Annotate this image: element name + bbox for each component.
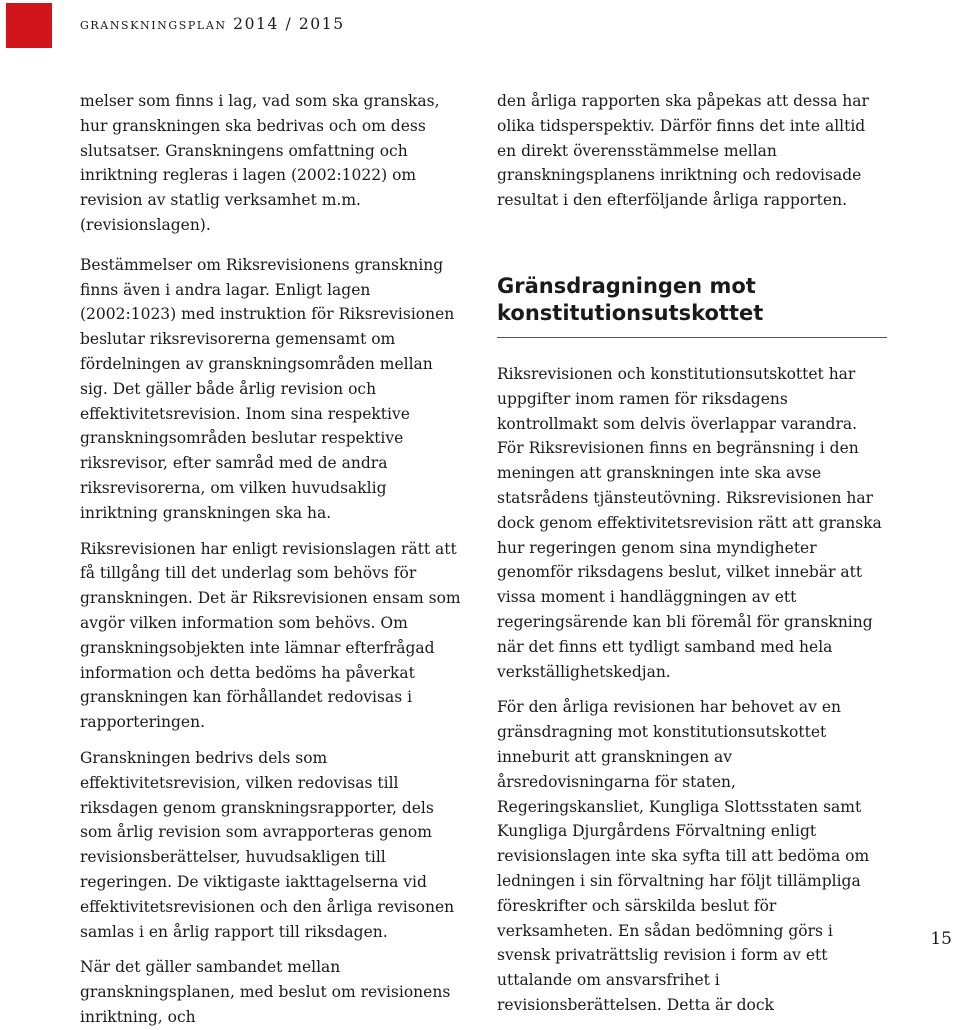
right-column	[497, 89, 887, 1018]
body-paragraph: För den årliga revisionen har behovet av en gränsdragning mot konstitutionsutskottet inneburit att granskningen av årsredovisningarna för staten, Regeringskansliet, Kungliga Slottsstaten samt Kungliga Djurgårdens Förvaltning enligt revisionslagen inte ska syfta till att bedöma om ledningen i sin förvaltning har följt tillämpliga föreskrifter och särskilda beslut för verksamheten. En sådan bedömning görs i svensk privaträttslig revision i form av ett uttalande om ansvarsfrihet i revisionsberättelsen. Detta är dock	[497, 698, 870, 1014]
section-heading-line: konstitutionsutskottet	[497, 300, 764, 325]
body-paragraph: När det gäller sambandet mellan granskningsplanen, med beslut om revisionens inriktning, och	[80, 958, 451, 1026]
body-paragraph: den årliga rapporten ska påpekas att dessa har olika tidsperspektiv. Därför finns det inte alltid en direkt överensstämmelse mellan granskningsplanens inriktning och redovisade resultat i den efterföljande årliga rapporten.	[497, 92, 869, 210]
body-paragraph: melser som finns i lag, vad som ska granskas, hur granskningen ska bedrivas och om dess slutsatser. Granskningens omfattning och inriktning regleras i lagen (2002:1022) om revision av statlig verksamhet m.m. (revisionslagen).	[80, 92, 440, 234]
body-paragraph: Bestämmelser om Riksrevisionens granskning finns även i andra lagar. Enligt lagen (2002:1023) med instruktion för Riksrevisionen beslutar riksrevisorerna gemensamt om fördelningen av granskningsområden mellan sig. Det gäller både årlig revision och effektivitetsrevision. Inom sina respektive granskningsområden beslutar respektive riksrevisor, efter samråd med de andra riksrevisorerna, om vilken huvudsaklig inriktning granskningen ska ha.	[80, 255, 455, 522]
page-number: 15	[930, 929, 952, 949]
body-paragraph: Granskningen bedrivs dels som effektivitetsrevision, vilken redovisas till riksdagen genom granskningsrapporter, dels som årlig revision som avrapporteras genom revisionsberättelser, huvudsakligen till regeringen. De viktigaste iakttagelserna vid effektivitetsrevisionen och den årliga revisonen samlas i en årlig rapport till riksdagen.	[80, 748, 455, 941]
left-column	[80, 89, 465, 1030]
body-paragraph: Riksrevisionen har enligt revisionslagen rätt att få tillgång till det underlag som behövs för granskningen. Det är Riksrevisionen ensam som avgör vilken information som behövs. Om granskningsobjekten inte lämnar efterfrågad information och detta bedöms ha påverkat granskningen kan förhållandet redovisas i rapporteringen.	[80, 539, 461, 732]
running-header	[80, 15, 345, 33]
section-heading	[497, 273, 887, 337]
body-paragraph: Riksrevisionen och konstitutionsutskottet har uppgifter inom ramen för riksdagens kontrollmakt som delvis överlappar varandra. För Riksrevisionen finns en begränsning i den meningen att granskningen inte ska avse statsrådens tjänsteutövning. Riksrevisionen har dock genom effektivitetsrevision rätt att granska hur regeringen genom sina myndigheter genomför riksdagens beslut, vilket innebär att vissa moment i handläggningen av ett regeringsärende kan bli föremål för granskning när det finns ett tydligt samband med hela verkställighetskedjan.	[497, 364, 882, 681]
brand-red-square	[6, 3, 52, 48]
document-title: granskningsplan 2014 / 2015	[80, 15, 345, 33]
section-heading-line: Gränsdragningen mot	[497, 273, 756, 298]
heading-divider	[497, 337, 887, 338]
